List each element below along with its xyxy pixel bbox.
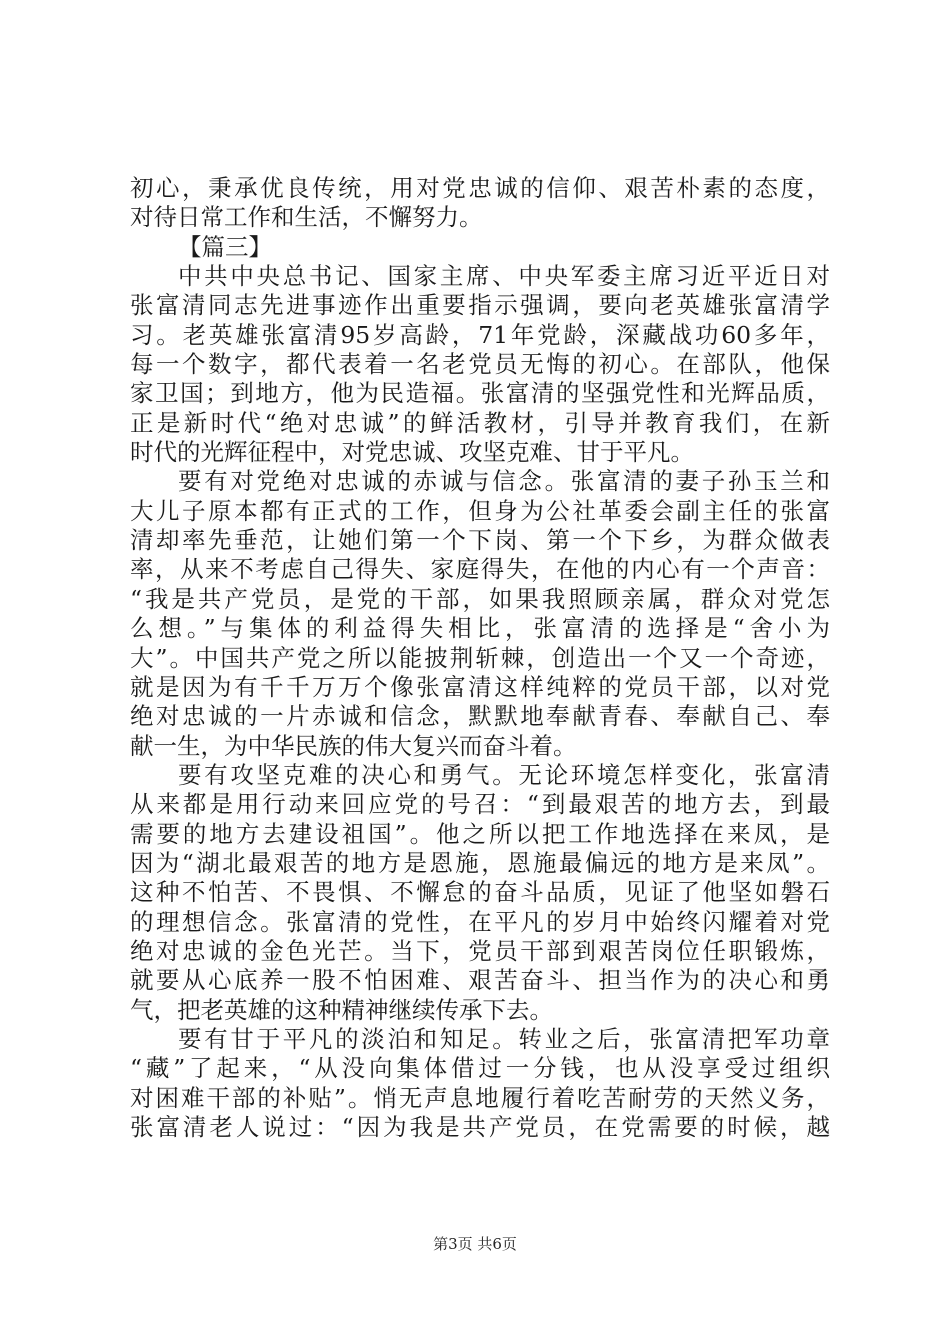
- text-line: 率，从来不考虑自己得失、家庭得失，在他的内心有一个声音：: [130, 555, 830, 584]
- text-line: 要有攻坚克难的决心和勇气。无论环境怎样变化，张富清: [178, 760, 830, 789]
- text-line: 习。老英雄张富清95岁高龄，71年党龄，深藏战功60多年，: [130, 320, 830, 349]
- text-line: 对困难干部的补贴”。悄无声息地履行着吃苦耐劳的天然义务，: [130, 1083, 830, 1112]
- text-line: 正是新时代“绝对忠诚”的鲜活教材，引导并教育我们，在新: [130, 408, 830, 437]
- text-line: 中共中央总书记、国家主席、中央军委主席习近平近日对: [178, 262, 830, 291]
- text-line: 要有对党绝对忠诚的赤诚与信念。张富清的妻子孙玉兰和: [178, 467, 830, 496]
- text-line: 张富清同志先进事迹作出重要指示强调，要向老英雄张富清学: [130, 291, 830, 320]
- text-line: “藏”了起来，“从没向集体借过一分钱，也从没享受过组织: [130, 1054, 830, 1083]
- text-line: 绝对忠诚的金色光芒。当下，党员干部到艰苦岗位任职锻炼，: [130, 936, 830, 965]
- text-line: 就要从心底养一股不怕困难、艰苦奋斗、担当作为的决心和勇: [130, 966, 830, 995]
- text-line: 大”。中国共产党之所以能披荆斩棘，创造出一个又一个奇迹，: [130, 643, 830, 672]
- text-line: 时代的光辉征程中，对党忠诚、攻坚克难、甘于平凡。: [130, 438, 694, 467]
- text-line: 献一生，为中华民族的伟大复兴而奋斗着。: [130, 731, 577, 760]
- text-line: 就是因为有千千万万个像张富清这样纯粹的党员干部，以对党: [130, 672, 830, 701]
- text-line: 张富清老人说过：“因为我是共产党员，在党需要的时候，越: [130, 1113, 830, 1141]
- text-line: 初心，秉承优良传统，用对党忠诚的信仰、艰苦朴素的态度，: [130, 174, 830, 202]
- text-line: 对待日常工作和生活，不懈努力。: [130, 203, 483, 232]
- text-line: 需要的地方去建设祖国”。他之所以把工作地选择在来凤，是: [130, 819, 830, 848]
- text-line: 清却率先垂范，让她们第一个下岗、第一个下乡，为群众做表: [130, 526, 830, 555]
- text-line: 么想。”与集体的利益得失相比，张富清的选择是“舍小为: [130, 614, 830, 643]
- document-body: [130, 174, 830, 1142]
- section-heading: 【篇三】: [178, 232, 272, 261]
- text-line: 绝对忠诚的一片赤诚和信念，默默地奉献青春、奉献自己、奉: [130, 702, 830, 731]
- text-line: 因为“湖北最艰苦的地方是恩施，恩施最偏远的地方是来凤”。: [130, 848, 830, 877]
- text-line: 从来都是用行动来回应党的号召：“到最艰苦的地方去，到最: [130, 790, 830, 819]
- text-line: 要有甘于平凡的淡泊和知足。转业之后，张富清把军功章: [178, 1024, 830, 1053]
- page-footer: 第3页 共6页: [433, 1235, 517, 1253]
- text-line: 这种不怕苦、不畏惧、不懈怠的奋斗品质，见证了他坚如磐石: [130, 878, 830, 907]
- text-line: 的理想信念。张富清的党性，在平凡的岁月中始终闪耀着对党: [130, 907, 830, 936]
- text-line: 每一个数字，都代表着一名老党员无悔的初心。在部队，他保: [130, 350, 830, 379]
- text-line: 气，把老英雄的这种精神继续传承下去。: [130, 995, 553, 1024]
- text-line: 家卫国；到地方，他为民造福。张富清的坚强党性和光辉品质，: [130, 379, 830, 408]
- text-line: “我是共产党员，是党的干部，如果我照顾亲属，群众对党怎: [130, 584, 830, 613]
- text-line: 大儿子原本都有正式的工作，但身为公社革委会副主任的张富: [130, 496, 830, 525]
